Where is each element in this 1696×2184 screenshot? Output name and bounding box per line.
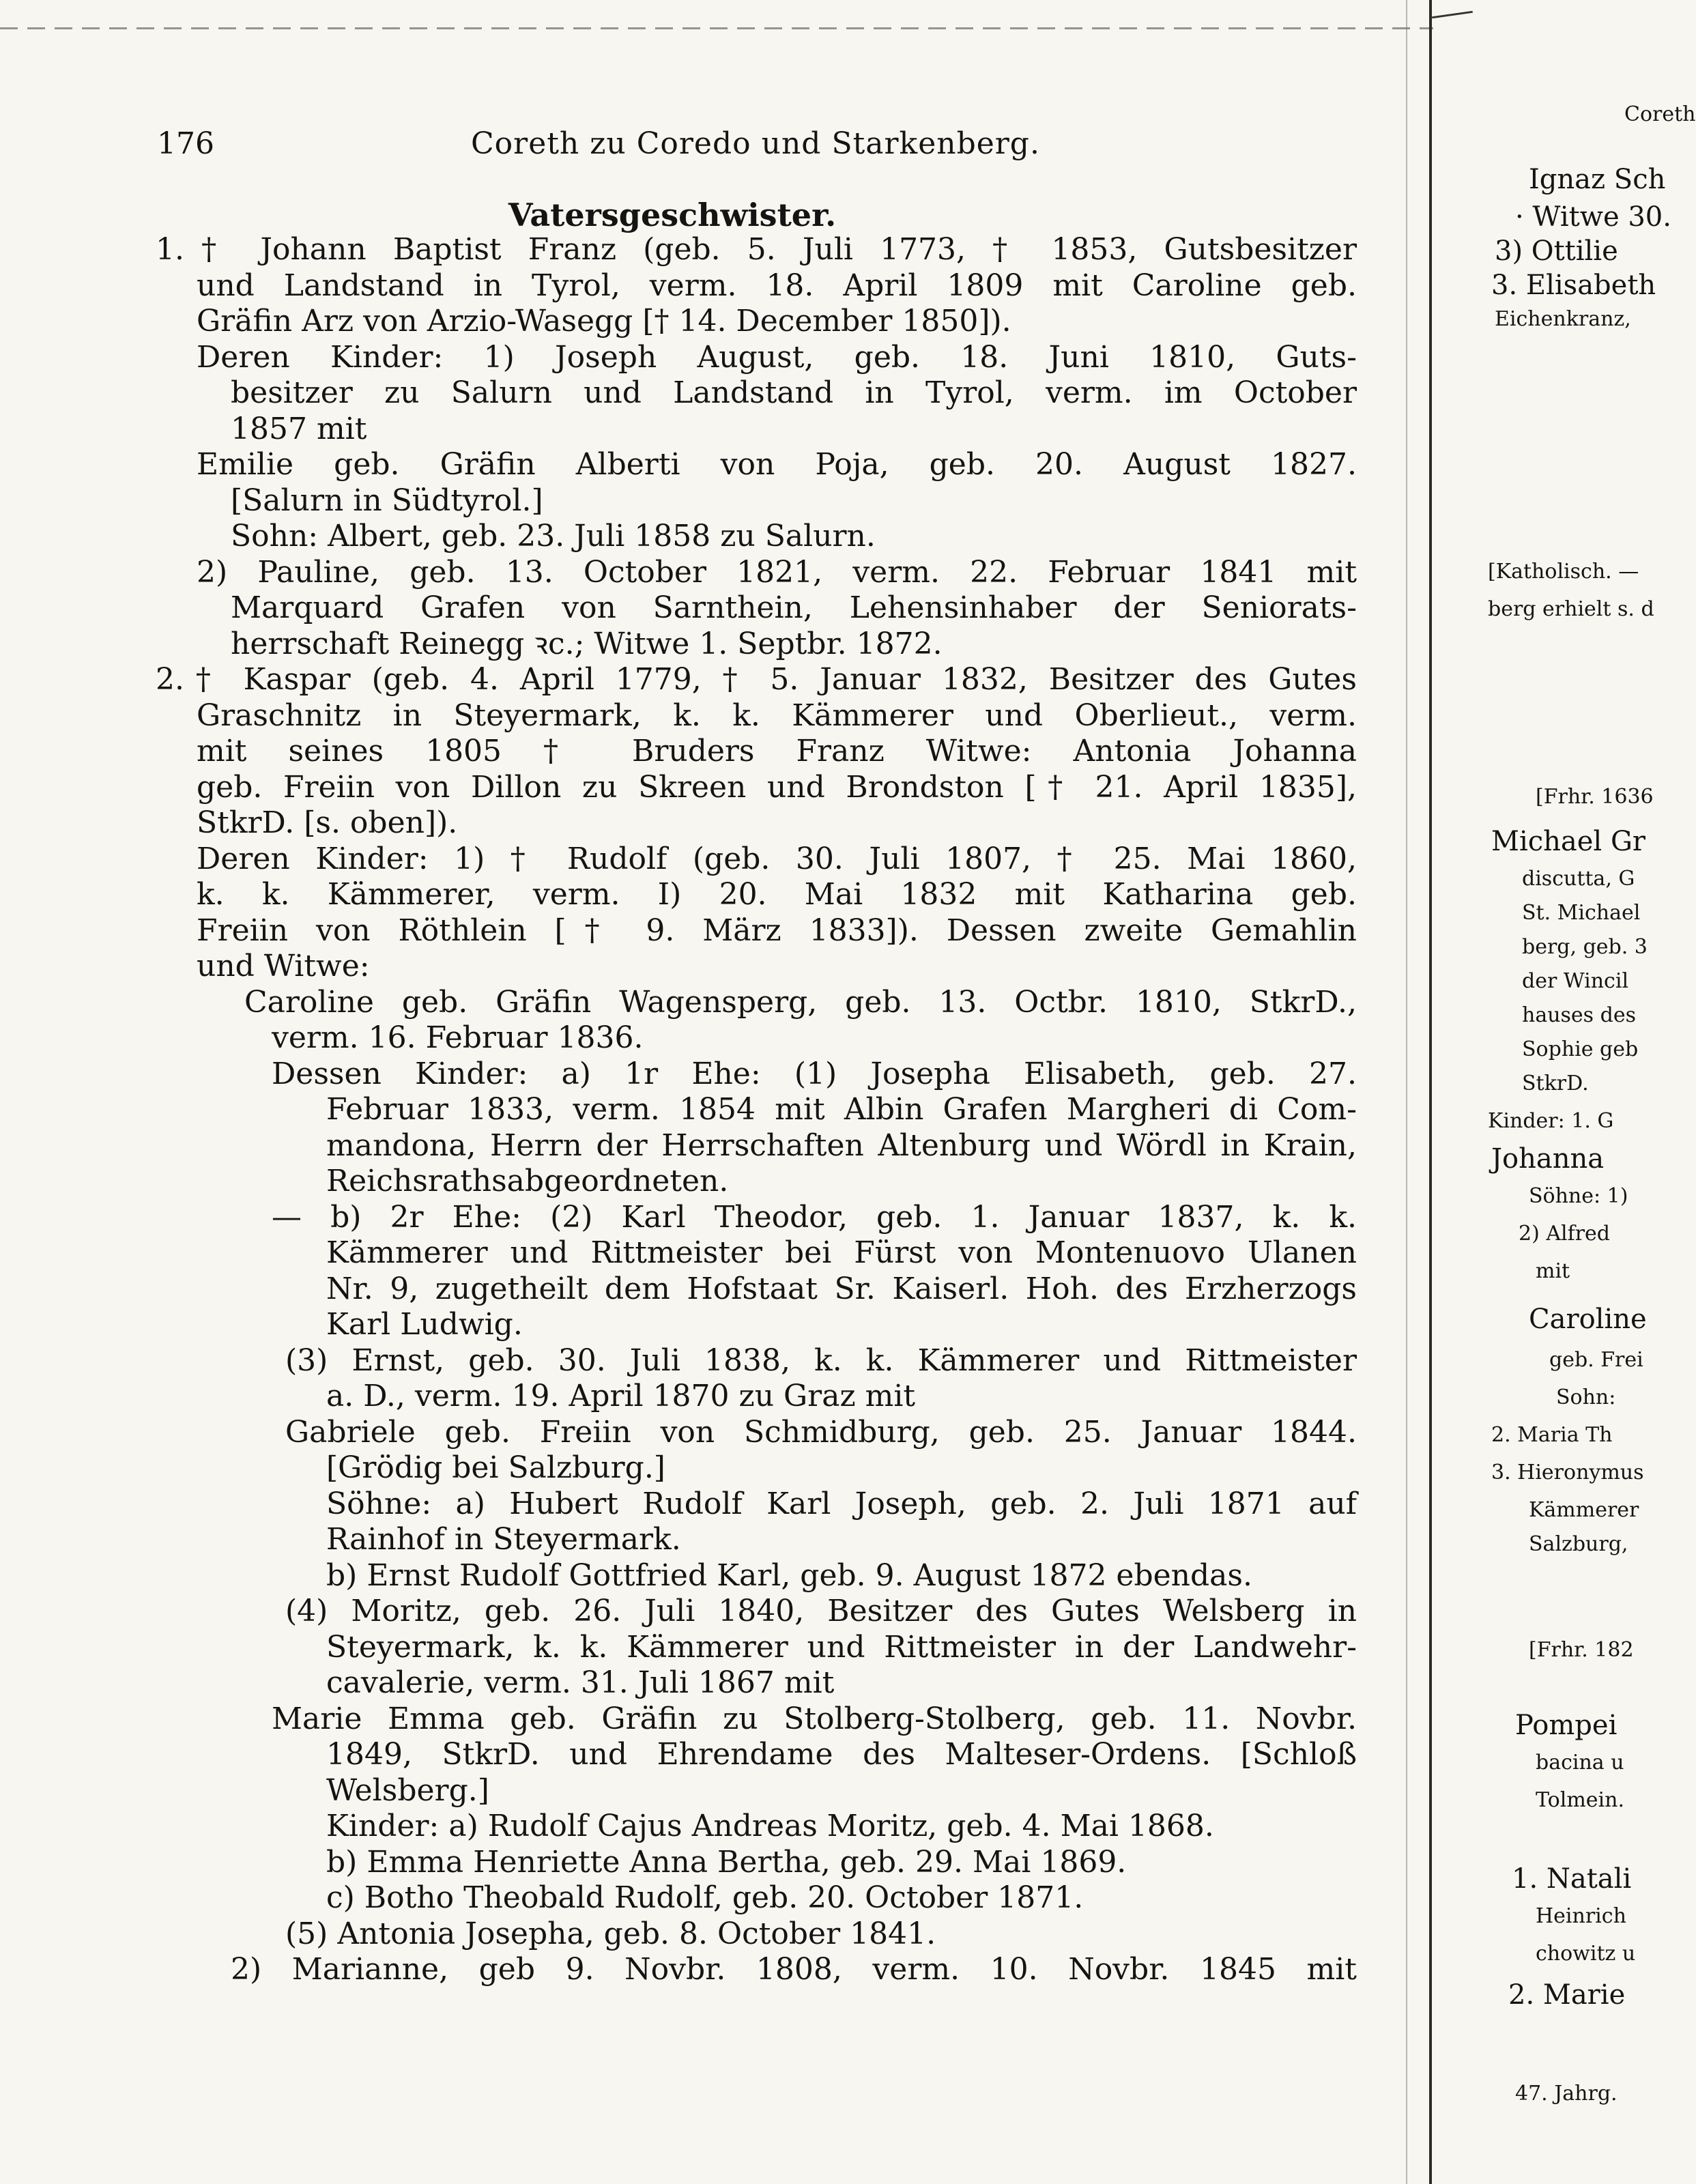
text-line: (5) Antonia Josepha, geb. 8. October 1841.	[285, 1916, 936, 1951]
adjacent-text: Sohn:	[1556, 1385, 1616, 1409]
text-line: Marie Emma geb. Gräfin zu Stolberg-Stolberg, geb. 11. Novbr.	[272, 1701, 1357, 1736]
adjacent-text: 2) Alfred	[1519, 1222, 1610, 1246]
text-line: (3) Ernst, geb. 30. Juli 1838, k. k. Kämmerer und Rittmeister	[285, 1342, 1357, 1378]
text-line: c) Botho Theobald Rudolf, geb. 20. October 1871.	[326, 1880, 1084, 1915]
adjacent-text: StkrD.	[1522, 1072, 1589, 1095]
text-line: verm. 16. Februar 1836.	[272, 1020, 644, 1055]
text-line: [Salurn in Südtyrol.]	[231, 483, 543, 518]
adjacent-text: geb. Frei	[1549, 1348, 1643, 1372]
text-line: [Grödig bei Salzburg.]	[326, 1450, 665, 1485]
text-line: Freiin von Röthlein [† 9. März 1833]). Dessen zweite Gemahlin	[197, 913, 1357, 948]
adjacent-text: Coreth	[1624, 102, 1696, 126]
text-line: Söhne: a) Hubert Rudolf Karl Joseph, geb. 2. Juli 1871 auf	[326, 1486, 1357, 1521]
text-line: Kinder: a) Rudolf Cajus Andreas Moritz, geb. 4. Mai 1868.	[326, 1809, 1214, 1843]
adjacent-text: Kinder: 1. G	[1488, 1109, 1614, 1133]
text-line: Deren Kinder: 1) † Rudolf (geb. 30. Juli 1807, † 25. Mai 1860,	[197, 841, 1357, 876]
text-line: cavalerie, verm. 31. Juli 1867 mit	[326, 1665, 835, 1700]
text-line: Emilie geb. Gräfin Alberti von Poja, geb. 20. August 1827.	[197, 447, 1357, 482]
adjacent-text: Tolmein.	[1536, 1788, 1624, 1812]
text-line: Karl Ludwig.	[326, 1307, 523, 1342]
text-line: besitzer zu Salurn und Landstand in Tyrol, verm. im October	[231, 375, 1357, 410]
text-line: 1857 mit	[231, 411, 367, 446]
adjacent-text: 47. Jahrg.	[1515, 2082, 1618, 2106]
adjacent-text: Caroline	[1529, 1304, 1647, 1335]
adjacent-text: 2. Marie	[1508, 1979, 1626, 2011]
text-line: Gabriele geb. Freiin von Schmidburg, geb. 25. Januar 1844.	[285, 1414, 1357, 1450]
page-header	[157, 126, 1345, 167]
text-line: Marquard Grafen von Sarnthein, Lehensinhaber der Seniorats-	[231, 590, 1357, 625]
text-line: StkrD. [s. oben]).	[197, 805, 458, 840]
text-line: Reichsrathsabgeordneten.	[326, 1164, 729, 1198]
page-body	[156, 232, 1357, 1988]
adjacent-text: hauses des	[1522, 1003, 1636, 1027]
book-gutter-shadow	[1406, 0, 1407, 2184]
adjacent-text: Johanna	[1491, 1143, 1605, 1175]
book-gutter	[1429, 0, 1432, 2184]
text-line: 1849, StkrD. und Ehrendame des Malteser-Ordens. [Schloß	[326, 1737, 1357, 1772]
adjacent-text: Pompei	[1515, 1710, 1618, 1741]
text-line: Caroline geb. Gräfin Wagensperg, geb. 13. Octbr. 1810, StkrD.,	[244, 984, 1357, 1020]
section-heading-text: Vatersgeschwister.	[508, 197, 837, 233]
text-line: Welsberg.]	[326, 1772, 489, 1808]
adjacent-text: · Witwe 30.	[1515, 201, 1671, 233]
text-line: Rainhof in Steyermark.	[326, 1522, 681, 1557]
text-line: Kämmerer und Rittmeister bei Fürst von Montenuovo Ulanen	[326, 1235, 1357, 1270]
text-line: geb. Freiin von Dillon zu Skreen und Brondston [† 21. April 1835],	[197, 769, 1357, 805]
adjacent-text: Eichenkranz,	[1495, 307, 1631, 331]
text-line: 1.† Johann Baptist Franz (geb. 5. Juli 1773, † 1853, Gutsbesitzer	[156, 232, 1357, 267]
text-line: 2) Pauline, geb. 13. October 1821, verm. 22. Februar 1841 mit	[197, 554, 1357, 590]
adjacent-text: der Wincil	[1522, 969, 1629, 993]
adjacent-text: Sophie geb	[1522, 1037, 1639, 1061]
text-line: mandona, Herrn der Herrschaften Altenburg und Wördl in Krain,	[326, 1127, 1357, 1163]
text-line: Dessen Kinder: a) 1r Ehe: (1) Josepha Elisabeth, geb. 27.	[272, 1056, 1357, 1091]
adjacent-text: Salzburg,	[1529, 1532, 1628, 1556]
text-line: 2.† Kaspar (geb. 4. April 1779, † 5. Januar 1832, Besitzer des Gutes	[156, 662, 1357, 697]
adjacent-page-strip	[1481, 0, 1696, 2184]
adjacent-text: 2. Maria Th	[1491, 1423, 1613, 1447]
text-line: (4) Moritz, geb. 26. Juli 1840, Besitzer des Gutes Welsberg in	[285, 1594, 1357, 1628]
text-line: Deren Kinder: 1) Joseph August, geb. 18. Juni 1810, Guts-	[197, 339, 1357, 375]
adjacent-text: 3) Ottilie	[1495, 235, 1618, 267]
running-head: Coreth zu Coredo und Starkenberg.	[471, 126, 1040, 161]
adjacent-text: Kämmerer	[1529, 1498, 1639, 1522]
adjacent-text: mit	[1536, 1259, 1570, 1283]
adjacent-text: St. Michael	[1522, 901, 1641, 925]
text-line: k. k. Kämmerer, verm. I) 20. Mai 1832 mit Katharina geb.	[197, 877, 1357, 912]
text-line: Graschnitz in Steyermark, k. k. Kämmerer und Oberlieut., verm.	[197, 698, 1357, 733]
adjacent-text: Heinrich	[1536, 1904, 1626, 1928]
adjacent-text: berg, geb. 3	[1522, 935, 1648, 959]
text-line: und Landstand in Tyrol, verm. 18. April 1809 mit Caroline geb.	[197, 268, 1357, 303]
adjacent-text: Söhne: 1)	[1529, 1184, 1628, 1208]
adjacent-text: 3. Hieronymus	[1491, 1461, 1644, 1484]
text-line: 2) Marianne, geb 9. Novbr. 1808, verm. 10. Novbr. 1845 mit	[231, 1952, 1357, 1987]
text-line: b) Emma Henriette Anna Bertha, geb. 29. Mai 1869.	[326, 1844, 1127, 1880]
text-line: Februar 1833, verm. 1854 mit Albin Grafen Margheri di Com-	[326, 1092, 1357, 1127]
text-line: Nr. 9, zugetheilt dem Hofstaat Sr. Kaiserl. Hoh. des Erzherzogs	[326, 1271, 1357, 1306]
text-line: Sohn: Albert, geb. 23. Juli 1858 zu Salurn.	[231, 519, 876, 554]
adjacent-text: 3. Elisabeth	[1491, 270, 1656, 301]
adjacent-text: chowitz u	[1536, 1942, 1636, 1966]
adjacent-text: Ignaz Sch	[1529, 164, 1666, 195]
page-number: 176	[157, 126, 214, 161]
section-heading	[0, 197, 1399, 233]
adjacent-text: [Frhr. 1636	[1536, 785, 1654, 809]
text-line: Steyermark, k. k. Kämmerer und Rittmeister in der Landwehr-	[326, 1629, 1357, 1665]
adjacent-text: berg erhielt s. d	[1488, 597, 1654, 621]
adjacent-text: bacina u	[1536, 1751, 1624, 1774]
text-line: herrschaft Reinegg ꝛc.; Witwe 1. Septbr. 1872.	[231, 626, 943, 661]
gutter-mark	[1432, 11, 1473, 18]
adjacent-text: [Frhr. 182	[1529, 1638, 1634, 1662]
text-line: und Witwe:	[197, 949, 370, 983]
adjacent-text: 1. Natali	[1512, 1863, 1632, 1895]
text-line: mit seines 1805 † Bruders Franz Witwe: Antonia Johanna	[197, 734, 1357, 768]
text-line: b) Ernst Rudolf Gottfried Karl, geb. 9. August 1872 ebendas.	[326, 1557, 1252, 1593]
adjacent-text: [Katholisch. —	[1488, 560, 1639, 584]
text-line: a. D., verm. 19. April 1870 zu Graz mit	[326, 1379, 916, 1413]
text-line: Gräfin Arz von Arzio-Wasegg [† 14. December 1850]).	[197, 304, 1011, 339]
text-line: — b) 2r Ehe: (2) Karl Theodor, geb. 1. Januar 1837, k. k.	[272, 1199, 1357, 1235]
adjacent-text: Michael Gr	[1491, 826, 1646, 857]
adjacent-text: discutta, G	[1522, 867, 1635, 891]
